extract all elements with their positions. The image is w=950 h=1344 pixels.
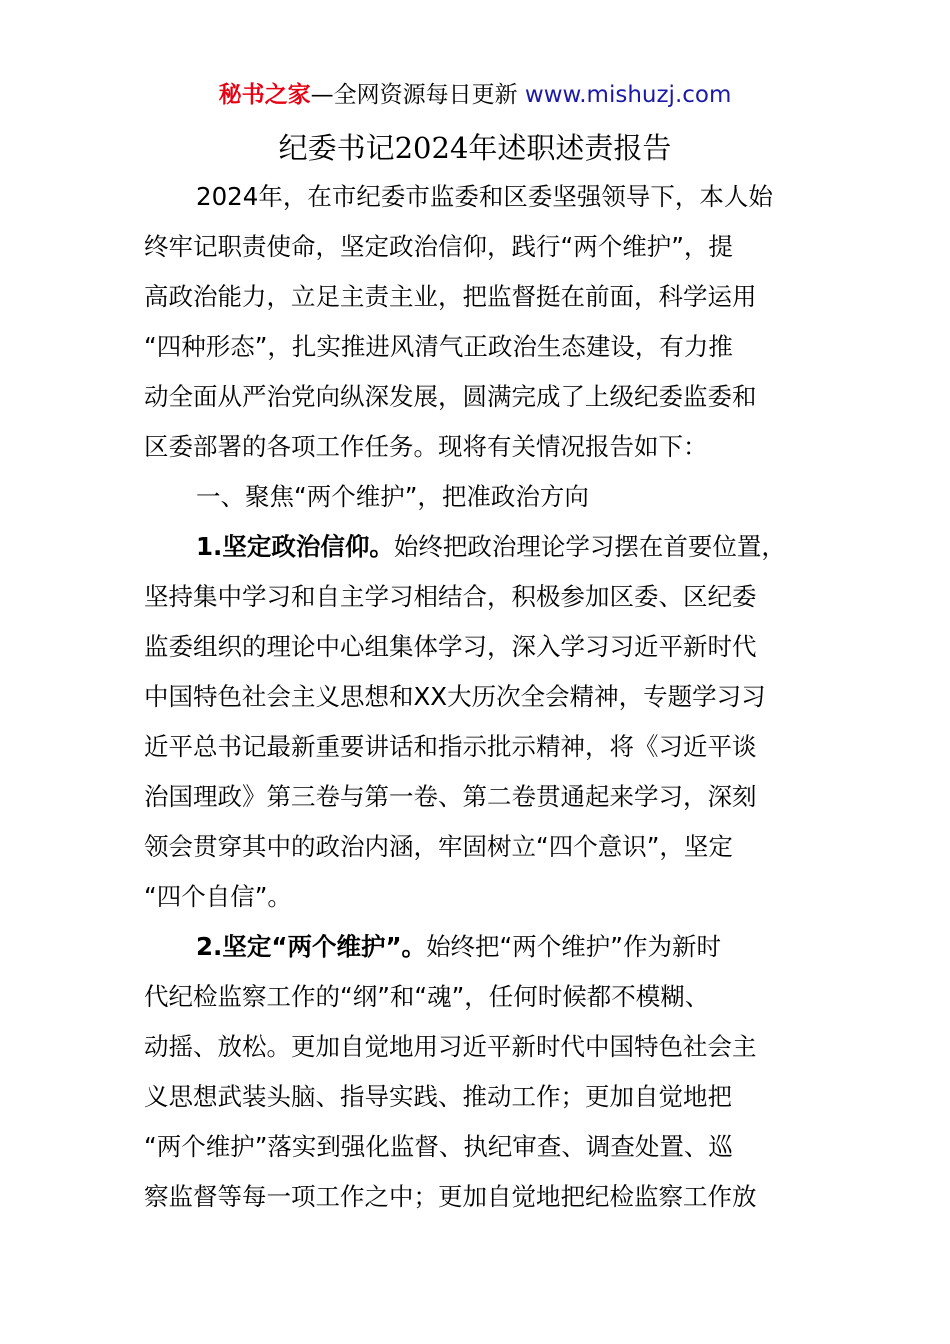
paragraph-line [144, 222, 824, 272]
paragraph-line [144, 172, 824, 222]
line-text: “四种形态”，扎实推进风清气正政治生态建设，有力推 [144, 332, 733, 361]
line-text: 始终把政治理论学习摆在首要位置， [393, 532, 786, 561]
document-body [144, 172, 824, 1222]
paragraph-line [144, 922, 824, 972]
line-text: “四个自信”。 [144, 882, 292, 911]
line-text: 察监督等每一项工作之中；更加自觉地把纪检监察工作放 [144, 1182, 757, 1211]
paragraph-line [144, 272, 824, 322]
section-heading-bold: 1.坚定政治信仰。 [196, 532, 394, 561]
line-text: 代纪检监察工作的“纲”和“魂”，任何时候都不模糊、 [144, 982, 710, 1011]
paragraph-line [144, 422, 824, 472]
document-title: 纪委书记2024年述职述责报告 [278, 131, 672, 165]
paragraph-line [144, 1172, 824, 1222]
line-text: 始终把“两个维护”作为新时 [426, 932, 721, 961]
paragraph-line [144, 722, 824, 772]
section-heading-bold: 2.坚定“两个维护”。 [196, 932, 427, 961]
line-text: 动摇、放松。更加自觉地用习近平新时代中国特色社会主 [144, 1032, 757, 1061]
site-url-link[interactable]: www.mishuzj.com [524, 82, 732, 108]
paragraph-line [144, 1072, 824, 1122]
line-text: 一、聚焦“两个维护”，把准政治方向 [196, 482, 589, 511]
paragraph-line [144, 822, 824, 872]
site-brand: 秘书之家 [218, 82, 311, 108]
line-text: 区委部署的各项工作任务。现将有关情况报告如下： [144, 432, 708, 461]
line-text: 领会贯穿其中的政治内涵，牢固树立“四个意识”，坚定 [144, 832, 733, 861]
paragraph-line [144, 322, 824, 372]
paragraph-line [144, 1022, 824, 1072]
line-text: 义思想武装头脑、指导实践、推动工作；更加自觉地把 [144, 1082, 732, 1111]
paragraph-line [144, 522, 824, 572]
paragraph-line [144, 372, 824, 422]
line-text: 治国理政》第三卷与第一卷、第二卷贯通起来学习，深刻 [144, 782, 757, 811]
paragraph-line [144, 472, 824, 522]
line-text: 中国特色社会主义思想和XX大历次全会精神，专题学习习 [144, 682, 766, 711]
line-text: 监委组织的理论中心组集体学习，深入学习习近平新时代 [144, 632, 757, 661]
paragraph-line [144, 572, 824, 622]
line-text: 终牢记职责使命，坚定政治信仰，践行“两个维护”，提 [144, 232, 733, 261]
line-text: “两个维护”落实到强化监督、执纪审查、调查处置、巡 [144, 1132, 733, 1161]
paragraph-line [144, 872, 824, 922]
paragraph-line [144, 772, 824, 822]
line-text: 动全面从严治党向纵深发展，圆满完成了上级纪委监委和 [144, 382, 757, 411]
paragraph-line [144, 1122, 824, 1172]
line-text: 2024年，在市纪委市监委和区委坚强领导下，本人始 [196, 182, 773, 211]
site-tagline: —全网资源每日更新 [310, 82, 525, 108]
line-text: 近平总书记最新重要讲话和指示批示精神，将《习近平谈 [144, 732, 757, 761]
paragraph-line [144, 622, 824, 672]
line-text: 坚持集中学习和自主学习相结合，积极参加区委、区纪委 [144, 582, 757, 611]
site-header [0, 78, 950, 112]
paragraph-line [144, 672, 824, 722]
paragraph-line [144, 972, 824, 1022]
line-text: 高政治能力，立足主责主业，把监督挺在前面，科学运用 [144, 282, 757, 311]
